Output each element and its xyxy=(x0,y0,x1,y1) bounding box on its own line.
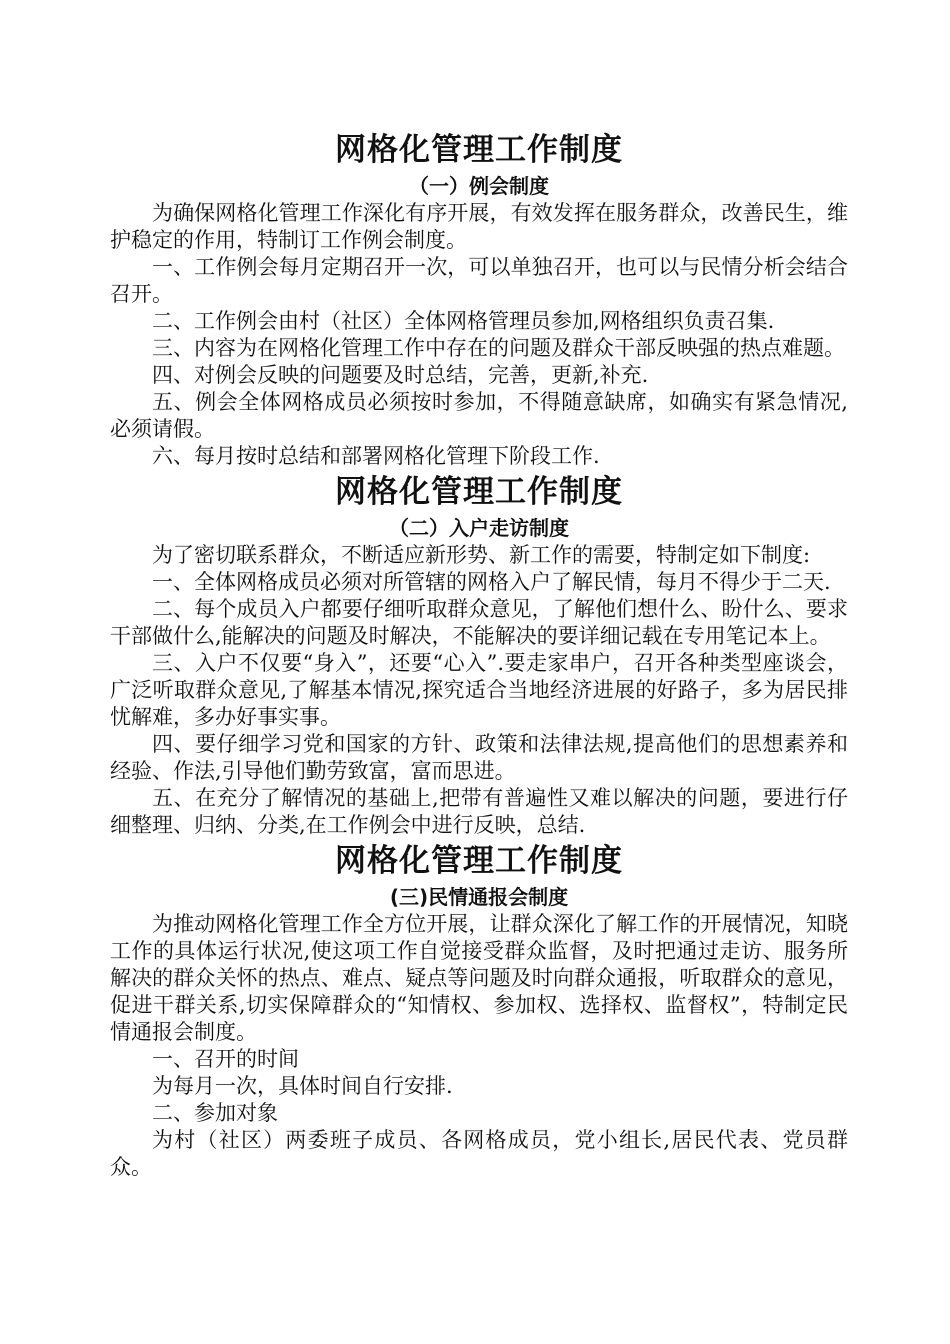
paragraph: 为村（社区）两委班子成员、各网格成员，党小组长,居民代表、党员群众。 xyxy=(110,1128,848,1179)
paragraph: 一、工作例会每月定期召开一次，可以单独召开，也可以与民情分析会结合召开。 xyxy=(110,255,848,306)
document-page xyxy=(110,128,848,1181)
paragraph: 五、在充分了解情况的基础上,把带有普遍性又难以解决的问题，要进行仔细整理、归纳、分类,在工作例会中进行反映，总结. xyxy=(110,786,848,837)
section-title: 网格化管理工作制度 xyxy=(335,843,623,879)
paragraph: 六、每月按时总结和部署网格化管理下阶段工作. xyxy=(152,444,600,468)
paragraph: 五、例会全体网格成员必须按时参加，不得随意缺席，如确实有紧急情况,必须请假。 xyxy=(110,390,848,441)
section-subtitle: （二）入户走访制度 xyxy=(389,516,569,540)
paragraph: 为推动网格化管理工作全方位开展，让群众深化了解工作的开展情况，知晓工作的具体运行状况,使这项工作自觉接受群众监督，及时把通过走访、服务所解决的群众关怀的热点、难点、疑点等问题及时向群众通报，听取群众的意见，促进干群关系,切实保障群众的“知情权、参加权、选择权、监督权”，特制定民情通报会制度。 xyxy=(110,912,848,1044)
section-title: 网格化管理工作制度 xyxy=(335,132,623,168)
paragraph: 为确保网格化管理工作深化有序开展，有效发挥在服务群众，改善民生，维护稳定的作用，特制订工作例会制度。 xyxy=(110,201,848,252)
section-subtitle: （一）例会制度 xyxy=(409,174,549,198)
paragraph: 二、每个成员入户都要仔细听取群众意见，了解他们想什么、盼什么、要求干部做什么,能解决的问题及时解决，不能解决的要详细记载在专用笔记本上。 xyxy=(110,597,848,648)
section-briefing-system xyxy=(110,839,848,1181)
section-subtitle: (三)民情通报会制度 xyxy=(389,885,569,909)
paragraph: 二、参加对象 xyxy=(152,1101,278,1125)
paragraph: 一、全体网格成员必须对所管辖的网格入户了解民情，每月不得少于二天. xyxy=(152,570,831,594)
paragraph: 三、入户不仅要“身入”，还要“心入”.要走家串户，召开各种类型座谈会，广泛听取群众意见,了解基本情况,探究适合当地经济进展的好路子，多为居民排忧解难，多办好事实事。 xyxy=(110,651,848,729)
paragraph: 为了密切联系群众，不断适应新形势、新工作的需要，特制定如下制度: xyxy=(152,543,811,567)
paragraph: 一、召开的时间 xyxy=(152,1047,299,1071)
paragraph: 三、内容为在网格化管理工作中存在的问题及群众干部反映强的热点难题。 xyxy=(152,336,845,360)
section-home-visit-system xyxy=(110,470,848,839)
paragraph: 四、要仔细学习党和国家的方针、政策和法律法规,提高他们的思想素养和经验、作法,引导他们勤劳致富，富而思进。 xyxy=(110,732,848,783)
paragraph: 二、工作例会由村（社区）全体网格管理员参加,网格组织负责召集. xyxy=(152,309,775,333)
section-meeting-system xyxy=(110,128,848,470)
paragraph: 四、对例会反映的问题要及时总结，完善，更新,补充. xyxy=(152,363,649,387)
section-title: 网格化管理工作制度 xyxy=(335,474,623,510)
paragraph: 为每月一次，具体时间自行安排. xyxy=(152,1074,453,1098)
